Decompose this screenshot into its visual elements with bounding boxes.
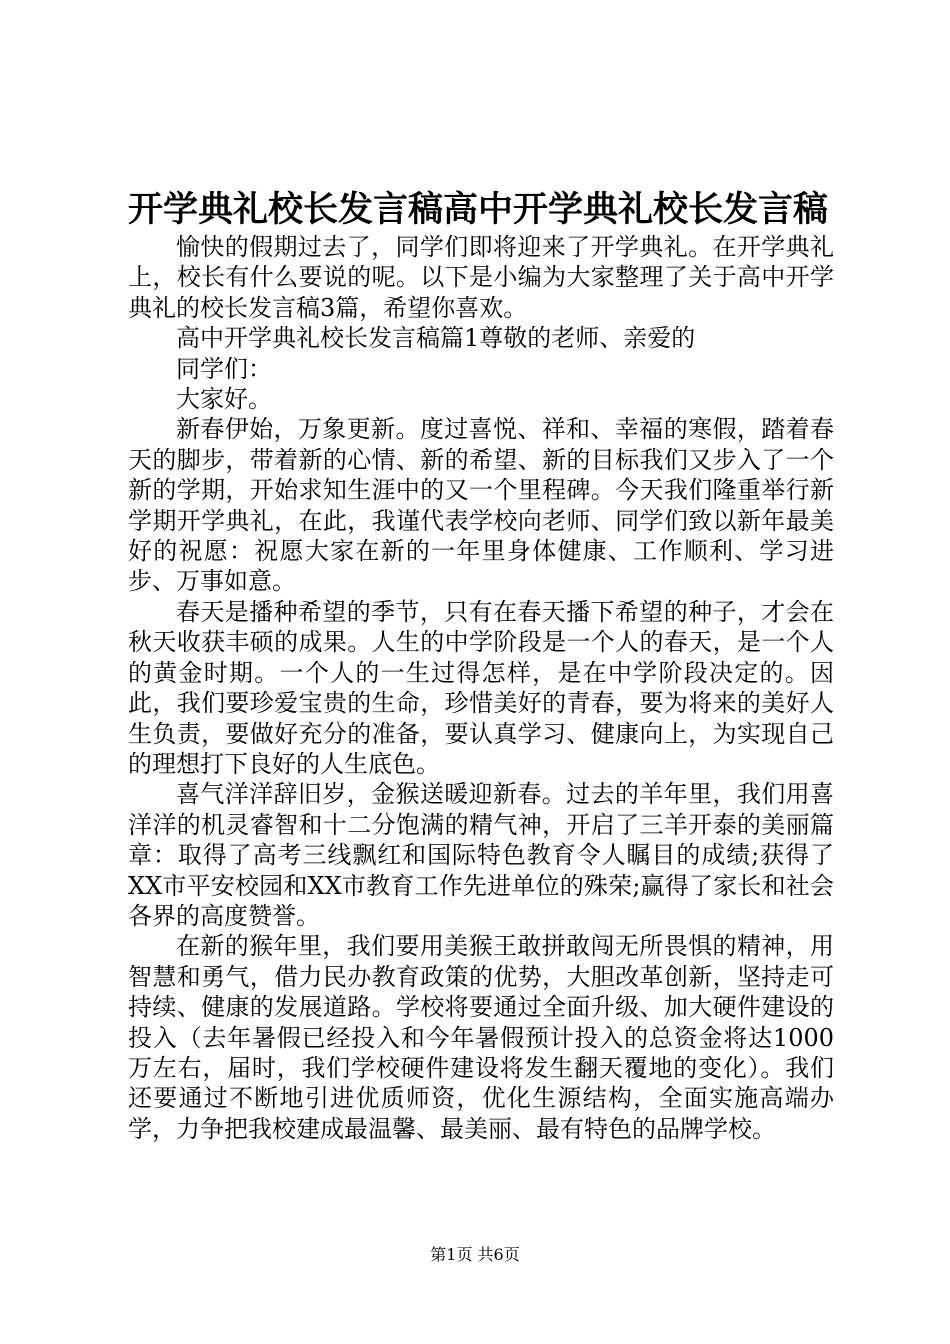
paragraph-heading: 高中开学典礼校长发言稿篇1尊敬的老师、亲爱的 [176,324,696,353]
page-footer: 第1页 共6页 [430,1245,520,1264]
paragraph-greeting: 大家好。 [176,385,272,414]
paragraph-body-3: 喜气洋洋辞旧岁，金猴送暖迎新春。过去的羊年里，我们用喜洋洋的机灵睿智和十二分饱满的精气神，开启了三羊开泰的美丽篇章：取得了高考三线飘红和国际特色教育令人瞩目的成绩;获得了XX市平安校园和XX市教育工作先进单位的殊荣;赢得了家长和社会各界的高度赞誉。 [128,780,834,930]
paragraph-body-4: 在新的猴年里，我们要用美猴王敢拼敢闯无所畏惧的精神，用智慧和勇气，借力民办教育政策的优势，大胆改革创新，坚持走可持续、健康的发展道路。学校将要通过全面升级、加大硬件建设的投入（去年暑假已经投入和今年暑假预计投入的总资金将达1000万左右，届时，我们学校硬件建设将发生翻天覆地的变化）。我们还要通过不断地引进优质师资，优化生源结构，全面实施高端办学，力争把我校建成最温馨、最美丽、最有特色的品牌学校。 [128,932,834,1143]
paragraph-intro: 愉快的假期过去了，同学们即将迎来了开学典礼。在开学典礼上，校长有什么要说的呢。以下是小编为大家整理了关于高中开学典礼的校长发言稿3篇，希望你喜欢。 [128,233,834,322]
paragraph-salutation: 同学们： [176,354,272,383]
paragraph-body-2: 春天是播种希望的季节，只有在春天播下希望的种子，才会在秋天收获丰硕的成果。人生的中学阶段是一个人的春天，是一个人的黄金时期。一个人的一生过得怎样，是在中学阶段决定的。因此，我们要珍爱宝贵的生命，珍惜美好的青春，要为将来的美好人生负责，要做好充分的准备，要认真学习、健康向上，为实现自己的理想打下良好的人生底色。 [128,597,834,778]
document-title: 开学典礼校长发言稿高中开学典礼校长发言稿 [128,189,829,230]
document-body [128,232,834,1144]
paragraph-body-1: 新春伊始，万象更新。度过喜悦、祥和、幸福的寒假，踏着春天的脚步，带着新的心情、新的希望、新的目标我们又步入了一个新的学期，开始求知生涯中的又一个里程碑。今天我们隆重举行新学期开学典礼，在此，我谨代表学校向老师、同学们致以新年最美好的祝愿：祝愿大家在新的一年里身体健康、工作顺利、学习进步、万事如意。 [128,415,834,596]
